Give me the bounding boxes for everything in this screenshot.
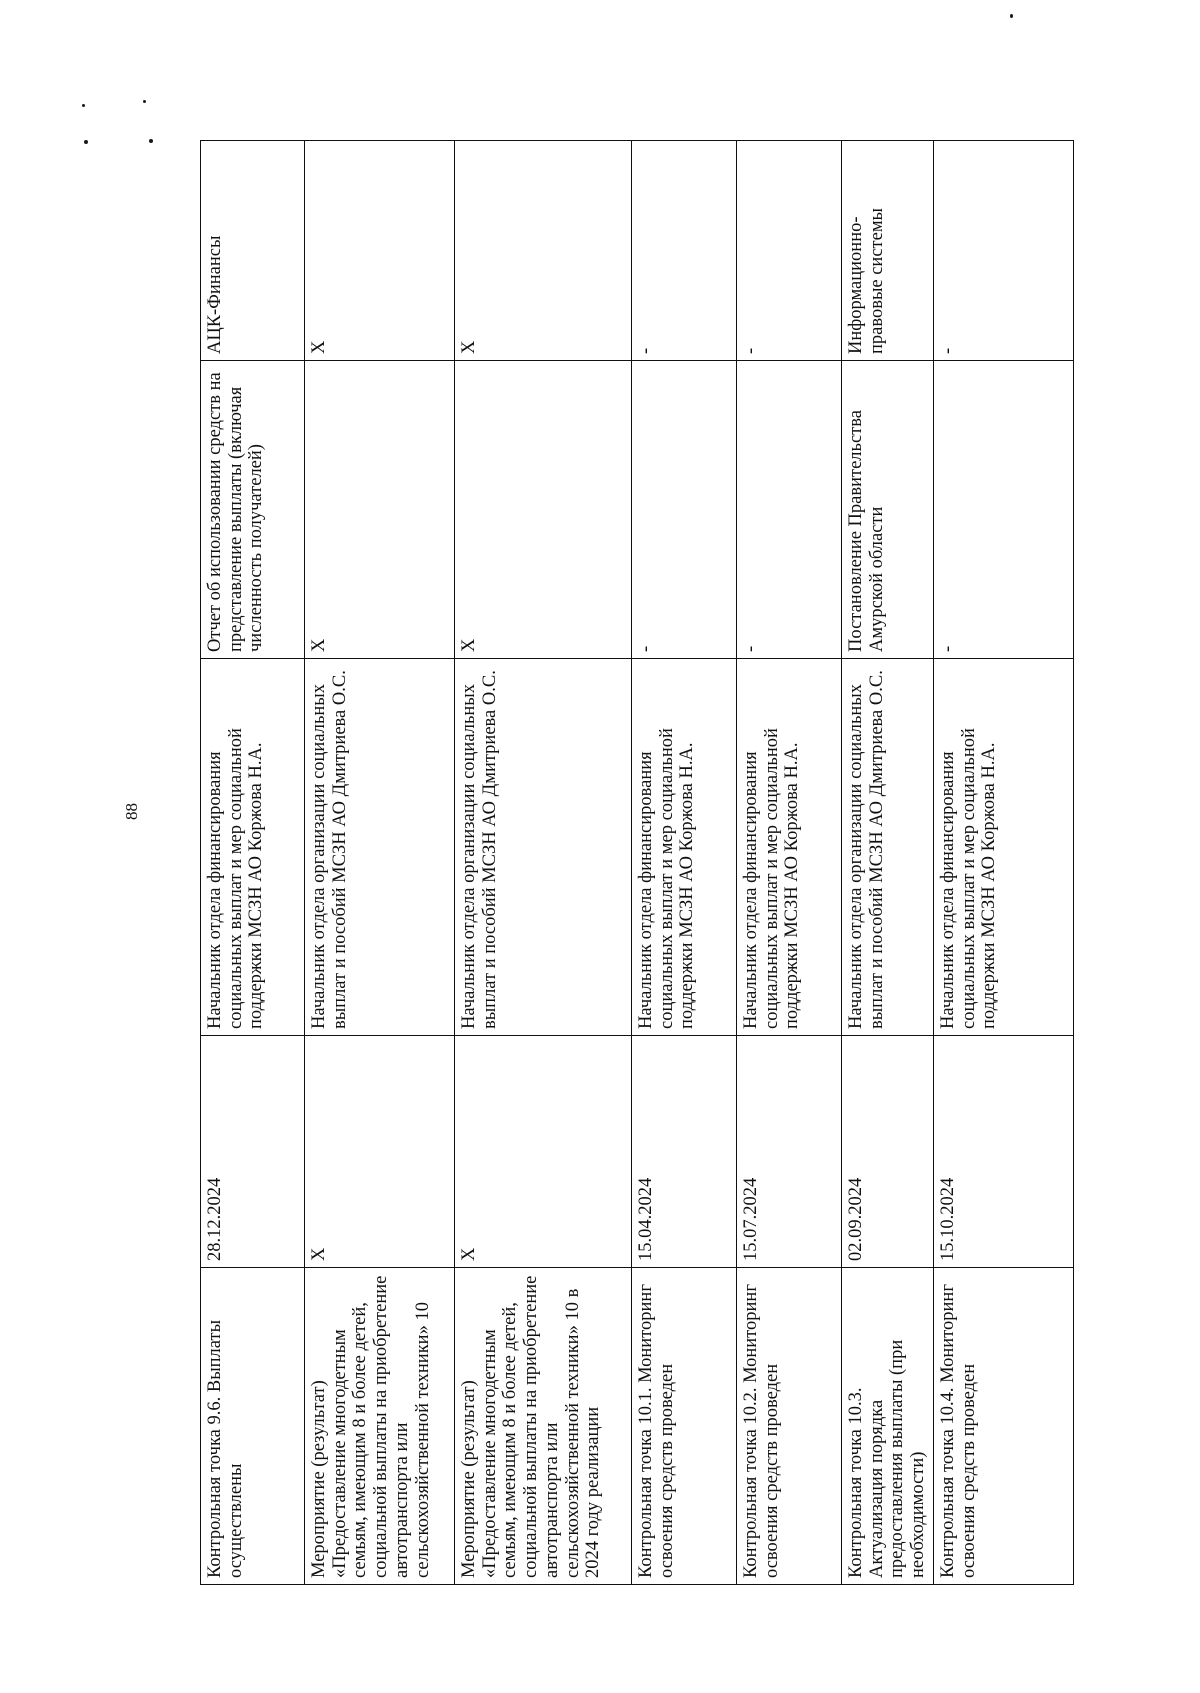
table-cell: X xyxy=(305,141,455,361)
scan-speck xyxy=(1010,14,1013,18)
table-cell: - xyxy=(632,141,737,361)
table-row xyxy=(305,141,455,1585)
table-cell: X xyxy=(455,361,632,659)
table-cell: Контрольная точка 10.3. Актуализация порядка предоставления выплаты (при необходимости) xyxy=(842,1268,934,1585)
table-cell: 02.09.2024 xyxy=(842,1036,934,1268)
table-cell: Начальник отдела финансирования социальных выплат и мер социальной поддержки МСЗН АО Коржова Н.А. xyxy=(737,659,842,1036)
table-cell: Контрольная точка 10.2. Мониторинг освоения средств проведен xyxy=(737,1268,842,1585)
table-cell: X xyxy=(455,141,632,361)
table-cell: - xyxy=(933,141,1073,361)
page-number: 88 xyxy=(122,803,141,820)
table-cell: Начальник отдела организации социальных выплат и пособий МСЗН АО Дмитриева О.С. xyxy=(842,659,934,1036)
table-cell: Начальник отдела финансирования социальных выплат и мер социальной поддержки МСЗН АО Коржова Н.А. xyxy=(933,659,1073,1036)
table-cell: Контрольная точка 10.4. Мониторинг освоения средств проведен xyxy=(933,1268,1073,1585)
table-row xyxy=(933,141,1073,1585)
table-cell: 15.04.2024 xyxy=(632,1036,737,1268)
table-cell: Начальник отдела организации социальных выплат и пособий МСЗН АО Дмитриева О.С. xyxy=(455,659,632,1036)
table-cell: Контрольная точка 9.6. Выплаты осуществлены xyxy=(201,1268,305,1585)
table-cell: Мероприятие (результат) «Предоставление многодетным семьям, имеющим 8 и более детей, социальной выплаты на приобретение автотранспорта или сельскохозяйственной техники» 10 в 2024 году реализации xyxy=(455,1268,632,1585)
table-cell: Отчет об использовании средств на представление выплаты (включая численность получателей) xyxy=(201,361,305,659)
table-cell: Постановление Правительства Амурской области xyxy=(842,361,934,659)
table-cell: 15.10.2024 xyxy=(933,1036,1073,1268)
table-row xyxy=(632,141,737,1585)
table-cell: Контрольная точка 10.1. Мониторинг освоения средств проведен xyxy=(632,1268,737,1585)
table-row xyxy=(737,141,842,1585)
scan-speck xyxy=(82,104,85,107)
table-cell: - xyxy=(737,141,842,361)
table-cell: Начальник отдела организации социальных выплат и пособий МСЗН АО Дмитриева О.С. xyxy=(305,659,455,1036)
rotated-table-container xyxy=(200,141,1066,1585)
table-cell: - xyxy=(737,361,842,659)
table-cell: Мероприятие (результат) «Предоставление многодетным семьям, имеющим 8 и более детей, социальной выплаты на приобретение автотранспорта или сельскохозяйственной техники» 10 xyxy=(305,1268,455,1585)
table-cell: АЦК-Финансы xyxy=(201,141,305,361)
table-row xyxy=(201,141,305,1585)
table-cell: Информационно-правовые системы xyxy=(842,141,934,361)
control-points-table xyxy=(200,140,1074,1585)
table-cell: 28.12.2024 xyxy=(201,1036,305,1268)
table-cell: - xyxy=(632,361,737,659)
table-cell: X xyxy=(455,1036,632,1268)
table-cell: - xyxy=(933,361,1073,659)
scan-speck xyxy=(84,140,88,144)
table-cell: Начальник отдела финансирования социальных выплат и мер социальной поддержки МСЗН АО Коржова Н.А. xyxy=(632,659,737,1036)
table-cell: Начальник отдела финансирования социальных выплат и мер социальной поддержки МСЗН АО Коржова Н.А. xyxy=(201,659,305,1036)
table-cell: X xyxy=(305,1036,455,1268)
table-cell: X xyxy=(305,361,455,659)
scan-speck xyxy=(143,100,146,103)
table-cell: 15.07.2024 xyxy=(737,1036,842,1268)
table-row xyxy=(842,141,934,1585)
scan-speck xyxy=(149,139,153,143)
table-row xyxy=(455,141,632,1585)
